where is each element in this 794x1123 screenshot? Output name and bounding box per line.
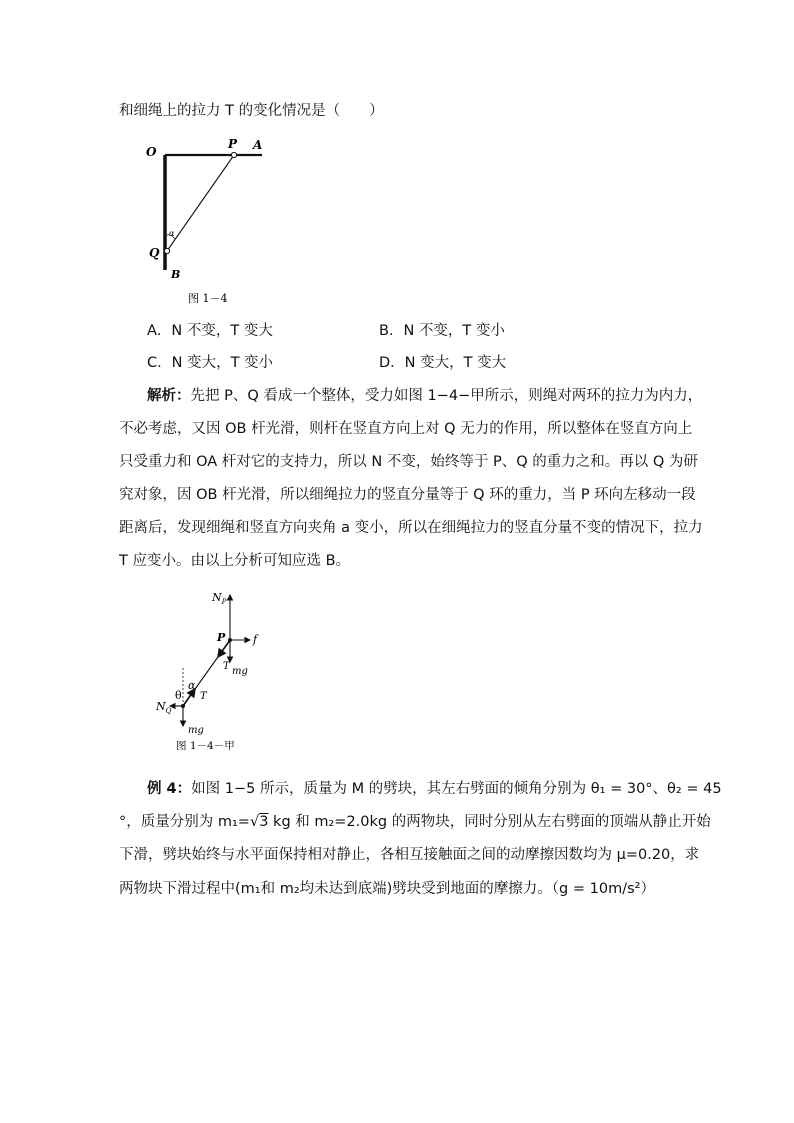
ring-p — [228, 638, 232, 642]
label-f: f — [253, 633, 258, 646]
ring-q — [181, 704, 185, 708]
string-pq — [167, 155, 234, 251]
analysis-line-2: 不必考虑，又因 OB 杆光滑，则杆在竖直方向上对 Q 无力的作用，所以整体在竖直方向上 — [119, 421, 693, 437]
sqrt-argument: 3 — [259, 814, 269, 830]
label-np: $N_P$ — [212, 591, 227, 606]
example4-line-2: °，质量分别为 m₁=√3 kg 和 m₂=2.0kg 的两物块，同时分别从左右劈面的顶端从静止开始 — [119, 814, 711, 830]
label-p: P — [217, 631, 226, 644]
label-t-lower: T — [200, 691, 207, 702]
label-q: Q — [149, 246, 160, 260]
figure-caption: 图 1－4－甲 — [176, 740, 235, 752]
ring-p — [231, 152, 236, 157]
example4-label: 例 4： — [147, 781, 192, 797]
label-mg-upper: mg — [232, 666, 248, 677]
analysis-line-3: 只受重力和 OA 杆对它的支持力，所以 N 不变，始终等于 P、Q 的重力之和。再以 Q 为研 — [119, 454, 698, 470]
figure-1-4-jia — [150, 585, 310, 755]
figure-caption: 图 1－4 — [188, 292, 228, 305]
figure-1-4 — [140, 130, 290, 310]
ring-q — [164, 248, 169, 253]
analysis-line-6: T 应变小。由以上分析可知应选 B。 — [119, 553, 351, 569]
label-p: P — [228, 137, 238, 151]
analysis-line-1: 解析：先把 P、Q 看成一个整体，受力如图 1−4−甲所示，则绳对两环的拉力为内力， — [147, 388, 703, 404]
label-t-upper: T — [223, 661, 230, 672]
analysis-label: 解析： — [147, 388, 191, 404]
label-nq: $N_Q$ — [156, 700, 172, 715]
analysis-line-5: 距离后，发现细绳和竖直方向夹角 a 变小，所以在细绳拉力的竖直分量不变的情况下，拉力 — [119, 520, 703, 536]
option-b: B．N 不变，T 变小 — [379, 323, 505, 339]
label-theta: θ — [175, 689, 182, 702]
label-alpha: α — [169, 229, 175, 238]
label-alpha: α — [188, 679, 196, 692]
example4-line-1: 例 4：如图 1−5 所示，质量为 M 的劈块，其左右劈面的倾角分别为 θ₁ = 30°、θ₂ = 45 — [147, 781, 722, 797]
label-b: B — [171, 268, 181, 281]
sqrt-symbol: √ — [249, 814, 260, 830]
option-c: C．N 变大，T 变小 — [147, 355, 274, 371]
question-continuation: 和细绳上的拉力 T 的变化情况是（ ） — [119, 103, 384, 119]
label-o: O — [146, 145, 157, 159]
option-d: D．N 变大，T 变大 — [379, 355, 507, 371]
label-mg-lower: mg — [188, 725, 204, 736]
option-a: A．N 不变，T 变大 — [147, 323, 273, 339]
label-a: A — [253, 138, 263, 152]
example4-line-4: 两物块下滑过程中(m₁和 m₂均未达到底端)劈块受到地面的摩擦力。（g = 10m/s²） — [119, 881, 655, 897]
example4-line-3: 下滑，劈块始终与水平面保持相对静止，各相互接触面之间的动摩擦因数均为 μ=0.20，求 — [119, 847, 700, 863]
analysis-line-4: 究对象，因 OB 杆光滑，所以细绳拉力的竖直分量等于 Q 环的重力，当 P 环向左移动一段 — [119, 487, 696, 503]
